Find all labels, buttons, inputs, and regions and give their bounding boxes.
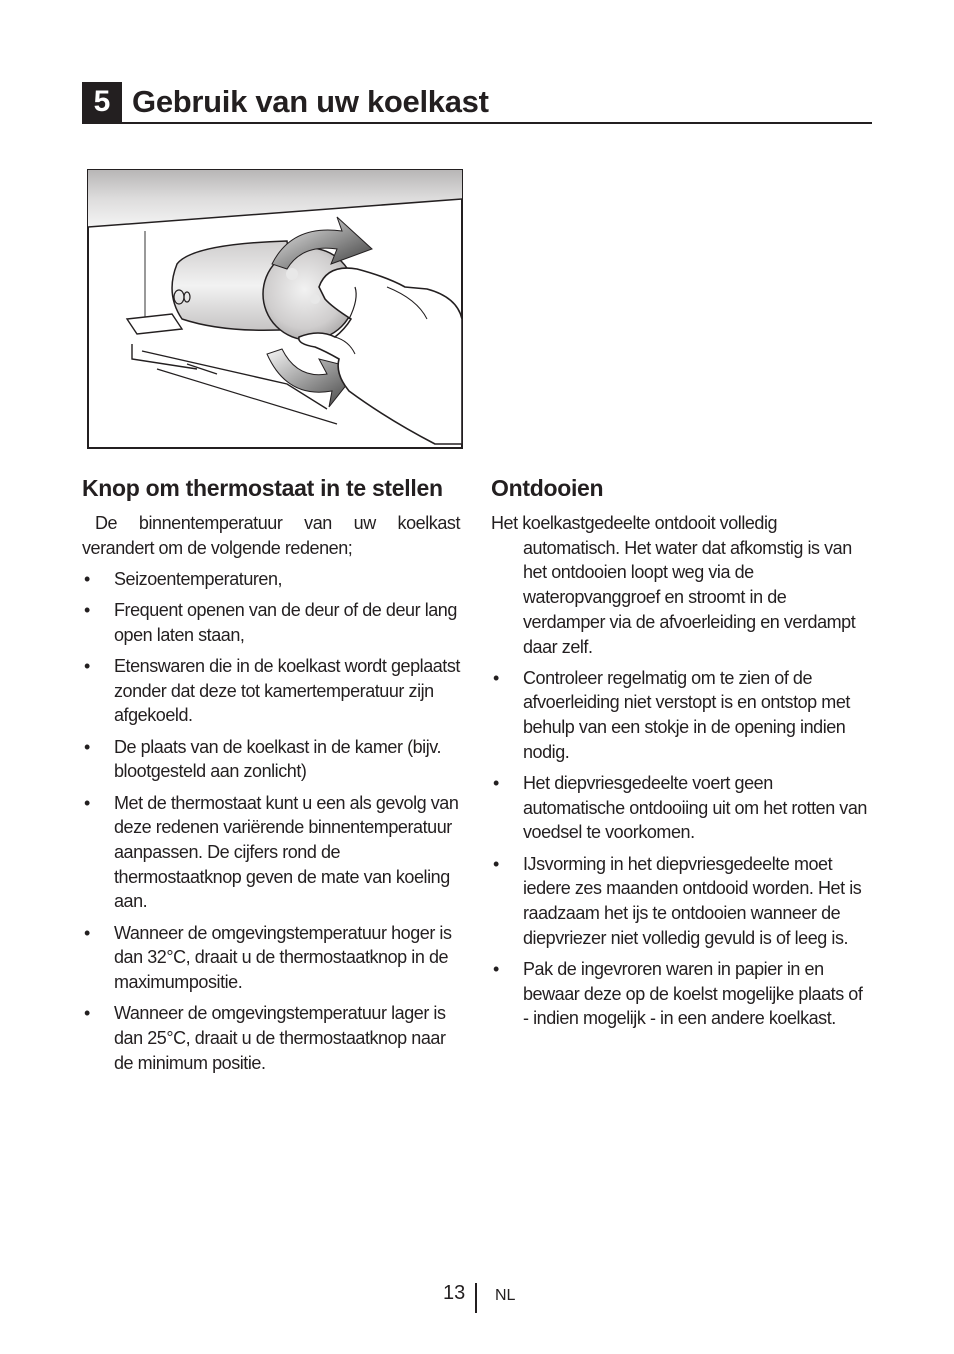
defrost-intro: Het koelkastgedeelte ontdooit volledig automatisch. Het water dat afkomstig is van het ontdooien loopt weg via de wateropvanggroef en stroomt in de verdamper via de afvoerleiding en verdampt daar zelf. — [491, 513, 856, 657]
list-item-text: Frequent openen van de deur of de deur lang open laten staan, — [114, 600, 457, 645]
list-item-text: Wanneer de omgevingstemperatuur lager is dan 25°C, draait u de thermostaatknop naar de minimum positie. — [114, 1003, 446, 1073]
list-item-text: Pak de ingevroren waren in papier in en bewaar deze op de koelst mogelijke plaats of - indien mogelijk - in een andere koelkast. — [523, 958, 863, 1029]
bullet-icon: • — [84, 792, 90, 813]
page-title: Gebruik van uw koelkast — [132, 84, 489, 119]
list-item-text: IJsvorming in het diepvriesgedeelte moet iedere zes maanden ontdooid worden. Het is raadzaam het ijs te ontdooien wanneer de diepvriezer niet volledig gevuld is of leeg is. — [523, 853, 862, 948]
list-item — [82, 567, 460, 592]
list-item — [491, 957, 871, 1031]
bullet-icon: • — [84, 568, 90, 589]
bullet-icon: • — [493, 853, 499, 874]
bullet-icon: • — [493, 773, 499, 794]
language-code: NL — [495, 1287, 516, 1304]
list-item — [82, 654, 460, 728]
list-item-text: Wanneer de omgevingstemperatuur hoger is dan 32°C, draait u de thermostaatknop in de maximumpositie. — [114, 922, 452, 992]
bullet-icon: • — [84, 600, 90, 621]
section-number-badge: 5 — [82, 82, 122, 122]
list-item-text: De plaats van de koelkast in de kamer (bijv. blootgesteld aan zonlicht) — [114, 736, 442, 782]
list-item-text: Controleer regelmatig om te zien of de afvoerleiding niet verstopt is en ontstop met behulp van een stokje in de opening indien nodig. — [523, 667, 850, 762]
list-item — [491, 852, 871, 951]
defrost-heading: Ontdooien — [491, 475, 604, 501]
bullet-icon: • — [493, 667, 499, 688]
thermostat-heading: Knop om thermostaat in te stellen — [82, 475, 443, 501]
page-number: 13 — [443, 1282, 466, 1304]
thermostat-illustration — [87, 169, 463, 449]
list-item — [82, 598, 460, 647]
thermostat-section — [82, 476, 460, 1075]
thermostat-intro: De binnentemperatuur van uw koelkast verandert om de volgende redenen; — [82, 513, 460, 558]
list-item-text: Etenswaren die in de koelkast wordt geplaatst zonder dat deze tot kamertemperatuur zijn afgekoeld. — [114, 656, 460, 726]
list-item-text: Seizoentemperaturen, — [114, 568, 283, 589]
list-item — [82, 921, 460, 995]
list-item — [491, 771, 871, 845]
bullet-icon: • — [84, 1003, 90, 1024]
bullet-icon: • — [493, 958, 499, 979]
list-item — [82, 735, 460, 784]
defrost-bullet-list — [491, 666, 871, 1031]
list-item-text: Met de thermostaat kunt u een als gevolg van deze redenen variërende binnentemperatuur aanpassen. De cijfers rond de thermostaatknop geven de mate van koeling aan. — [114, 792, 459, 912]
bullet-icon: • — [84, 656, 90, 677]
defrost-section — [491, 476, 871, 1031]
bullet-icon: • — [84, 736, 90, 757]
thermostat-bullet-list — [82, 567, 460, 1075]
thermostat-knob-drawing — [87, 169, 463, 449]
section-header — [82, 82, 872, 124]
bullet-icon: • — [84, 922, 90, 943]
list-item — [82, 1001, 460, 1075]
list-item-text: Het diepvriesgedeelte voert geen automatische ontdooiing uit om het rotten van voedsel te voorkomen. — [523, 773, 867, 843]
list-item — [491, 666, 871, 765]
footer-divider — [475, 1283, 477, 1313]
list-item — [82, 791, 460, 915]
